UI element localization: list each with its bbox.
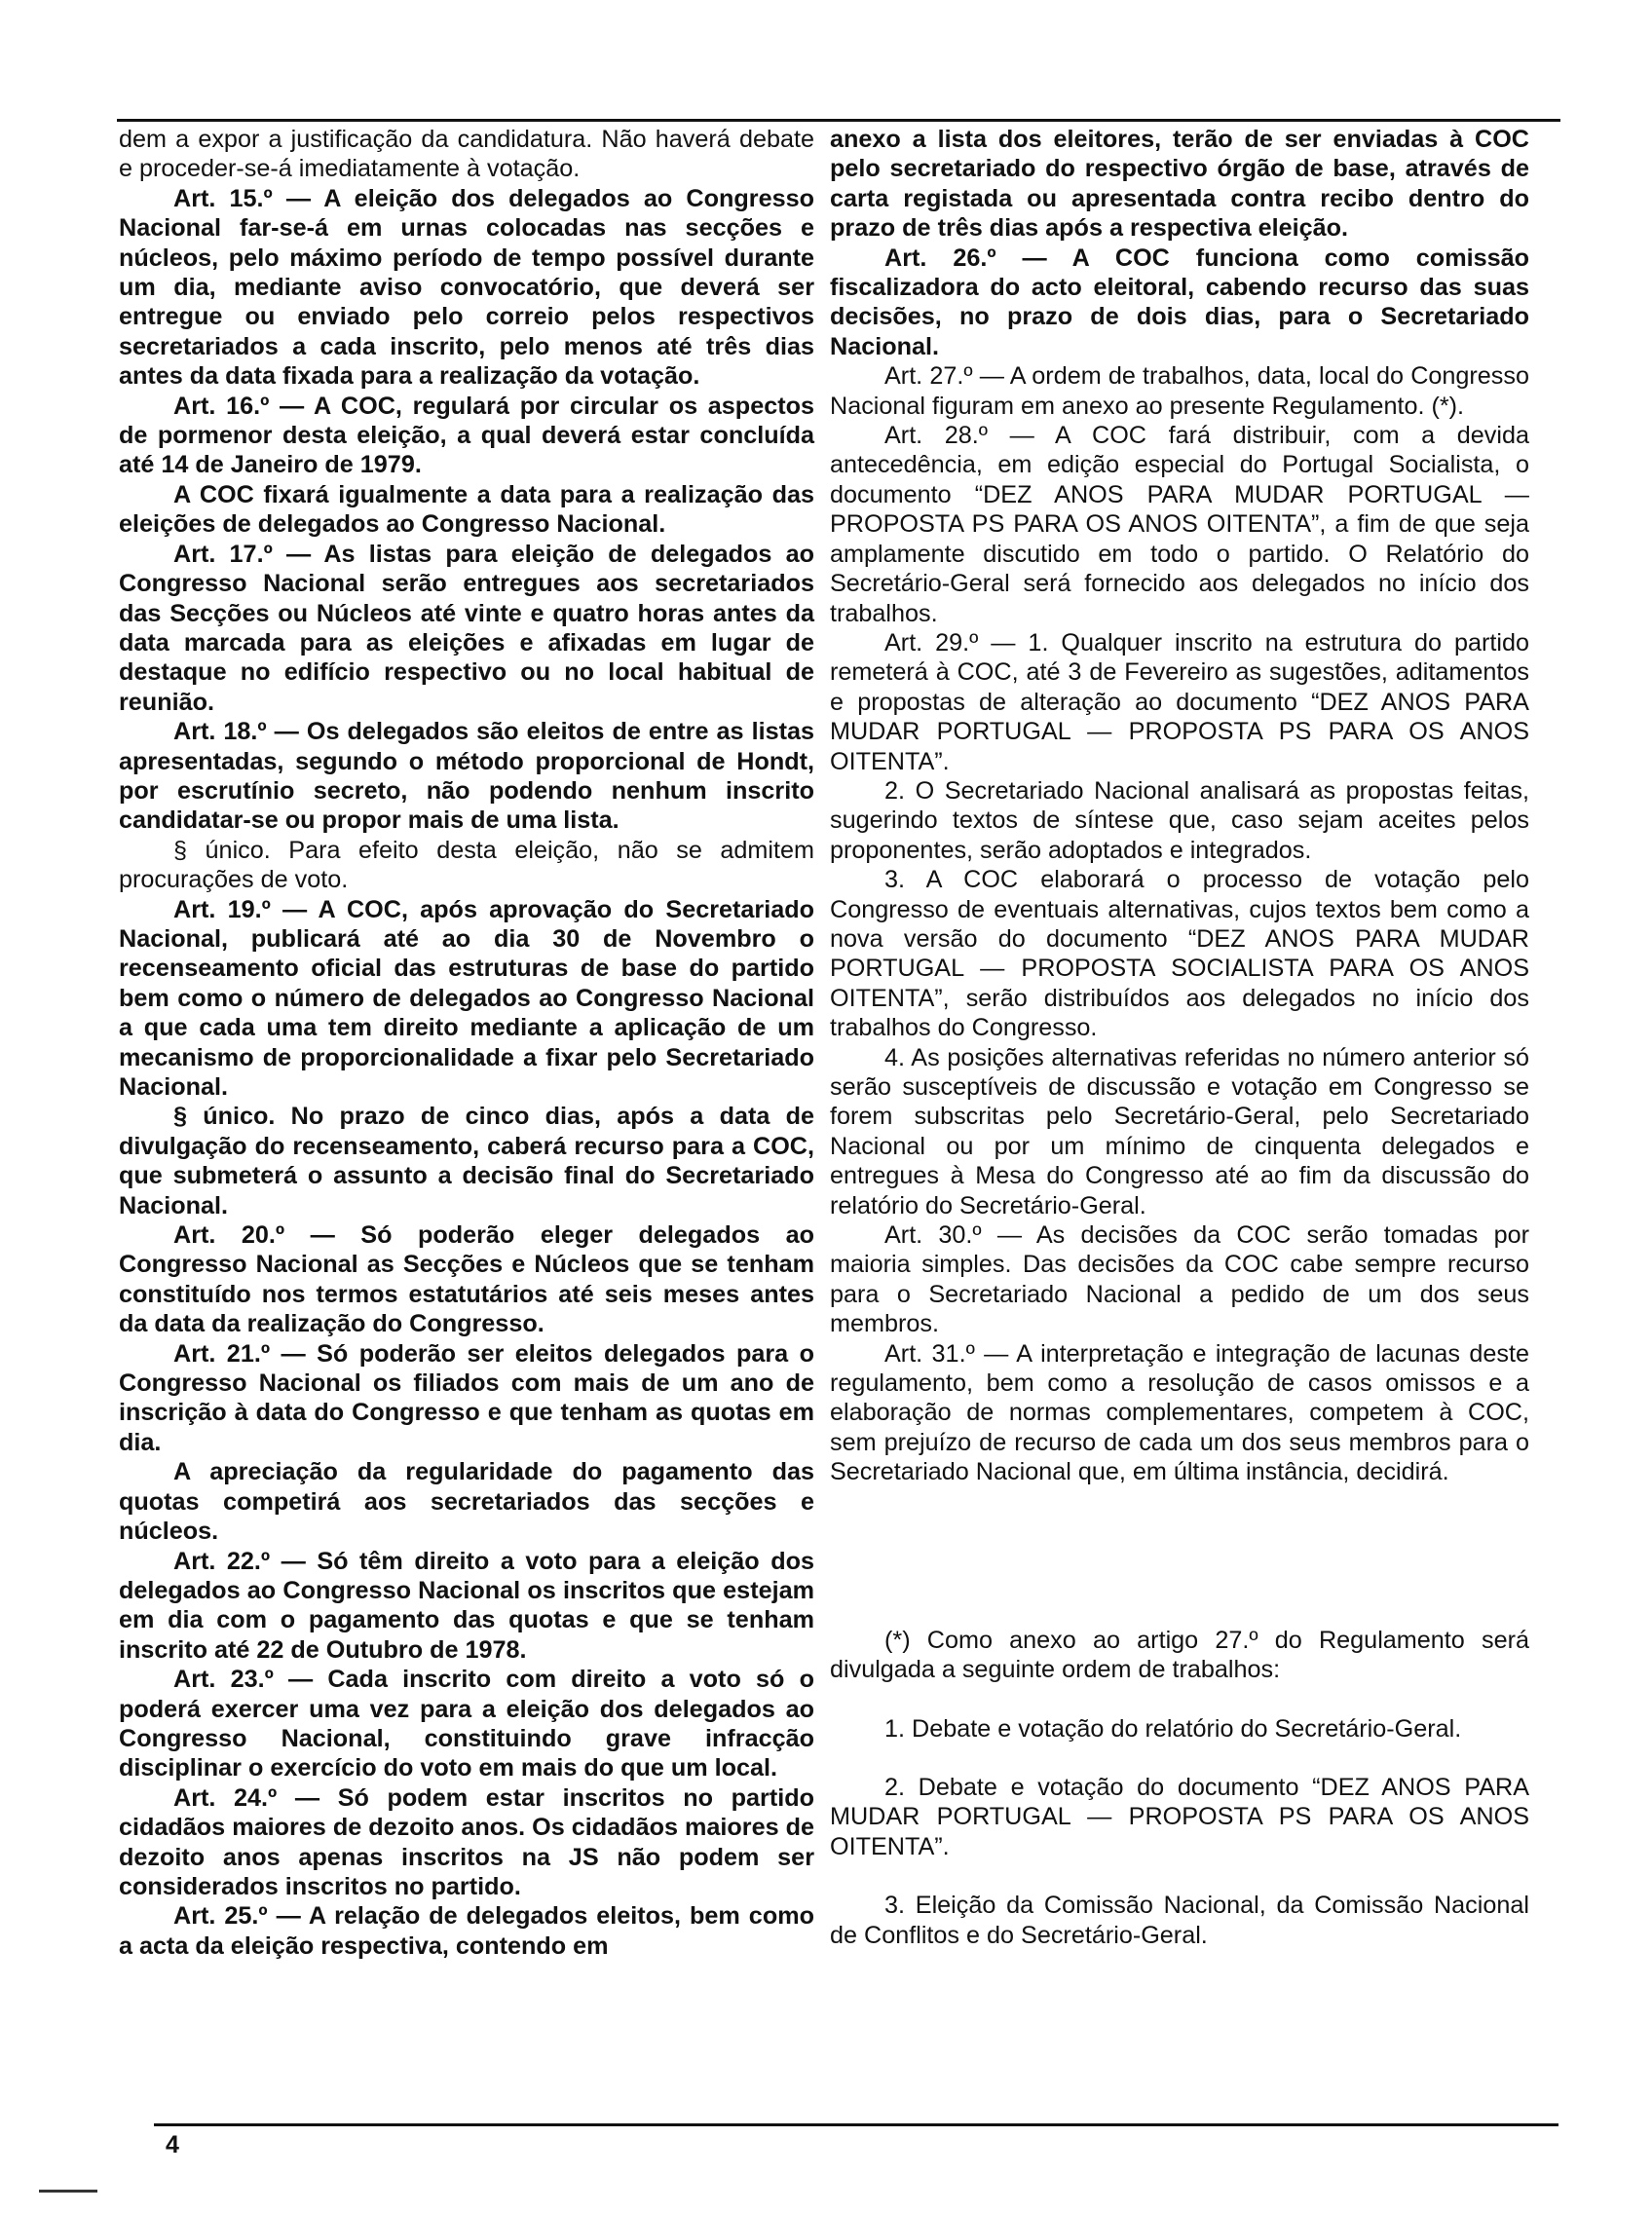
right-column	[830, 125, 1529, 1950]
paragraph: Art. 31.º — A interpretação e integração de lacunas deste regulamento, bem como a resolução de casos omissos e a elaboração de normas complementares, competem à COC, sem prejuízo de recurso de cada um dos seus membros para o Secretariado Nacional que, em última instância, decidirá.	[830, 1339, 1529, 1486]
paragraph: 2. O Secretariado Nacional analisará as propostas feitas, sugerindo textos de síntese que, caso sejam aceites pelos proponentes, serão adoptados e integrados.	[830, 776, 1529, 864]
page-number: 4	[166, 2131, 179, 2158]
paragraph: Art. 24.º — Só podem estar inscritos no partido cidadãos maiores de dezoito anos. Os cidadãos maiores de dezoito anos apenas inscritos na JS não podem ser considerados inscritos no partido.	[119, 1783, 814, 1900]
footnote	[830, 1626, 1529, 1950]
paragraph: Art. 20.º — Só poderão eleger delegados ao Congresso Nacional as Secções e Núcleos que se tenham constituído nos termos estatutários até seis meses antes da data da realização do Congresso.	[119, 1221, 814, 1338]
paragraph: A COC fixará igualmente a data para a realização das eleições de delegados ao Congresso Nacional.	[119, 480, 814, 539]
footnote-intro: (*) Como anexo ao artigo 27.º do Regulamento será divulgada a seguinte ordem de trabalhos:	[830, 1626, 1529, 1684]
paragraph: § único. Para efeito desta eleição, não se admitem procurações de voto.	[119, 836, 814, 894]
paragraph: Art. 23.º — Cada inscrito com direito a voto só o poderá exercer uma vez para a eleição dos delegados ao Congresso Nacional, constituindo grave infracção disciplinar o exercício do voto em mais do que um local.	[119, 1666, 814, 1782]
paragraph: Art. 29.º — 1. Qualquer inscrito na estrutura do partido remeterá à COC, até 3 de Fevereiro as sugestões, aditamentos e propostas de alteração ao documento “DEZ ANOS PARA MUDAR PORTUGAL — PROPOSTA PS PARA OS ANOS OITENTA”.	[830, 628, 1529, 775]
paragraph: Art. 16.º — A COC, regulará por circular os aspectos de pormenor desta eleição, a qual deverá estar concluída até 14 de Janeiro de 1979.	[119, 392, 814, 479]
paragraph: Art. 21.º — Só poderão ser eleitos delegados para o Congresso Nacional os filiados com mais de um ano de inscrição à data do Congresso e que tenham as quotas em dia.	[119, 1339, 814, 1456]
paragraph: Art. 26.º — A COC funciona como comissão fiscalizadora do acto eleitoral, cabendo recurso das suas decisões, no prazo de dois dias, para o Secretariado Nacional.	[830, 244, 1529, 360]
paragraph: Art. 30.º — As decisões da COC serão tomadas por maioria simples. Das decisões da COC cabe sempre recurso para o Secretariado Nacional a pedido de um dos seus membros.	[830, 1221, 1529, 1338]
footnote-item: 1. Debate e votação do relatório do Secretário-Geral.	[884, 1714, 1462, 1743]
paragraph: § único. No prazo de cinco dias, após a data de divulgação do recenseamento, caberá recurso para a COC, que submeterá o assunto a decisão final do Secretariado Nacional.	[119, 1103, 814, 1219]
paragraph: Art. 28.º — A COC fará distribuir, com a devida antecedência, em edição especial do Portugal Socialista, o documento “DEZ ANOS PARA MUDAR PORTUGAL — PROPOSTA PS PARA OS ANOS OITENTA”, a fim de que seja amplamente discutido em todo o partido. O Relatório do Secretário-Geral será fornecido aos delegados no início dos trabalhos.	[830, 422, 1529, 627]
scan-artifact	[39, 2190, 97, 2193]
paragraph: anexo a lista dos eleitores, terão de ser enviadas à COC pelo secretariado do respectivo órgão de base, através de carta registada ou apresentada contra recibo dentro do prazo de três dias após a respectiva eleição.	[830, 126, 1529, 243]
bottom-rule	[154, 2123, 1558, 2126]
paragraph: dem a expor a justificação da candidatura. Não haverá debate e proceder-se-á imediatamente à votação.	[119, 126, 814, 183]
top-rule	[117, 119, 1560, 122]
paragraph: Art. 17.º — As listas para eleição de delegados ao Congresso Nacional serão entregues aos secretariados das Secções ou Núcleos até vinte e quatro horas antes da data marcada para as eleições e afixadas em lugar de destaque no edifício respectivo ou no local habitual de reunião.	[119, 540, 814, 716]
paragraph: 3. A COC elaborará o processo de votação pelo Congresso de eventuais alternativas, cujos textos bem como a nova versão do documento “DEZ ANOS PARA MUDAR PORTUGAL — PROPOSTA SOCIALISTA PARA OS ANOS OITENTA”, serão distribuídos aos delegados no início dos trabalhos do Congresso.	[830, 866, 1529, 1042]
paragraph: Art. 19.º — A COC, após aprovação do Secretariado Nacional, publicará até ao dia 30 de Novembro o recenseamento oficial das estruturas de base do partido bem como o número de delegados ao Congresso Nacional a que cada uma tem direito mediante a aplicação de um mecanismo de proporcionalidade a fixar pelo Secretariado Nacional.	[119, 895, 814, 1101]
paragraph: Art. 15.º — A eleição dos delegados ao Congresso Nacional far-se-á em urnas colocadas nas secções e núcleos, pelo máximo período de tempo possível durante um dia, mediante aviso convocatório, que deverá ser entregue ou enviado pelo correio pelos respectivos secretariados a cada inscrito, pelo menos até três dias antes da data fixada para a realização da votação.	[119, 184, 814, 391]
footnote-item: 3. Eleição da Comissão Nacional, da Comissão Nacional de Conflitos e do Secretário-Geral.	[830, 1892, 1529, 1949]
paragraph: A apreciação da regularidade do pagamento das quotas competirá aos secretariados das secções e núcleos.	[119, 1458, 814, 1546]
paragraph: Art. 22.º — Só têm direito a voto para a eleição dos delegados ao Congresso Nacional os inscritos que estejam em dia com o pagamento das quotas e que se tenham inscrito até 22 de Outubro de 1978.	[119, 1547, 814, 1664]
paragraph: Art. 27.º — A ordem de trabalhos, data, local do Congresso Nacional figuram em anexo ao presente Regulamento. (*).	[830, 362, 1529, 420]
footnote-item: 2. Debate e votação do documento “DEZ ANOS PARA MUDAR PORTUGAL — PROPOSTA PS PARA OS ANOS OITENTA”.	[830, 1773, 1529, 1860]
paragraph: Art. 25.º — A relação de delegados eleitos, bem como a acta da eleição respectiva, contendo em	[119, 1902, 814, 1960]
paragraph: Art. 18.º — Os delegados são eleitos de entre as listas apresentadas, segundo o método proporcional de Hondt, por escrutínio secreto, não podendo nenhum inscrito candidatar-se ou propor mais de uma lista.	[119, 718, 814, 835]
left-column	[119, 125, 814, 1961]
paragraph: 4. As posições alternativas referidas no número anterior só serão susceptíveis de discussão e votação em Congresso se forem subscritas pelo Secretário-Geral, pelo Secretariado Nacional ou por um mínimo de cinquenta delegados e entregues à Mesa do Congresso até ao fim da discussão do relatório do Secretário-Geral.	[830, 1043, 1529, 1219]
